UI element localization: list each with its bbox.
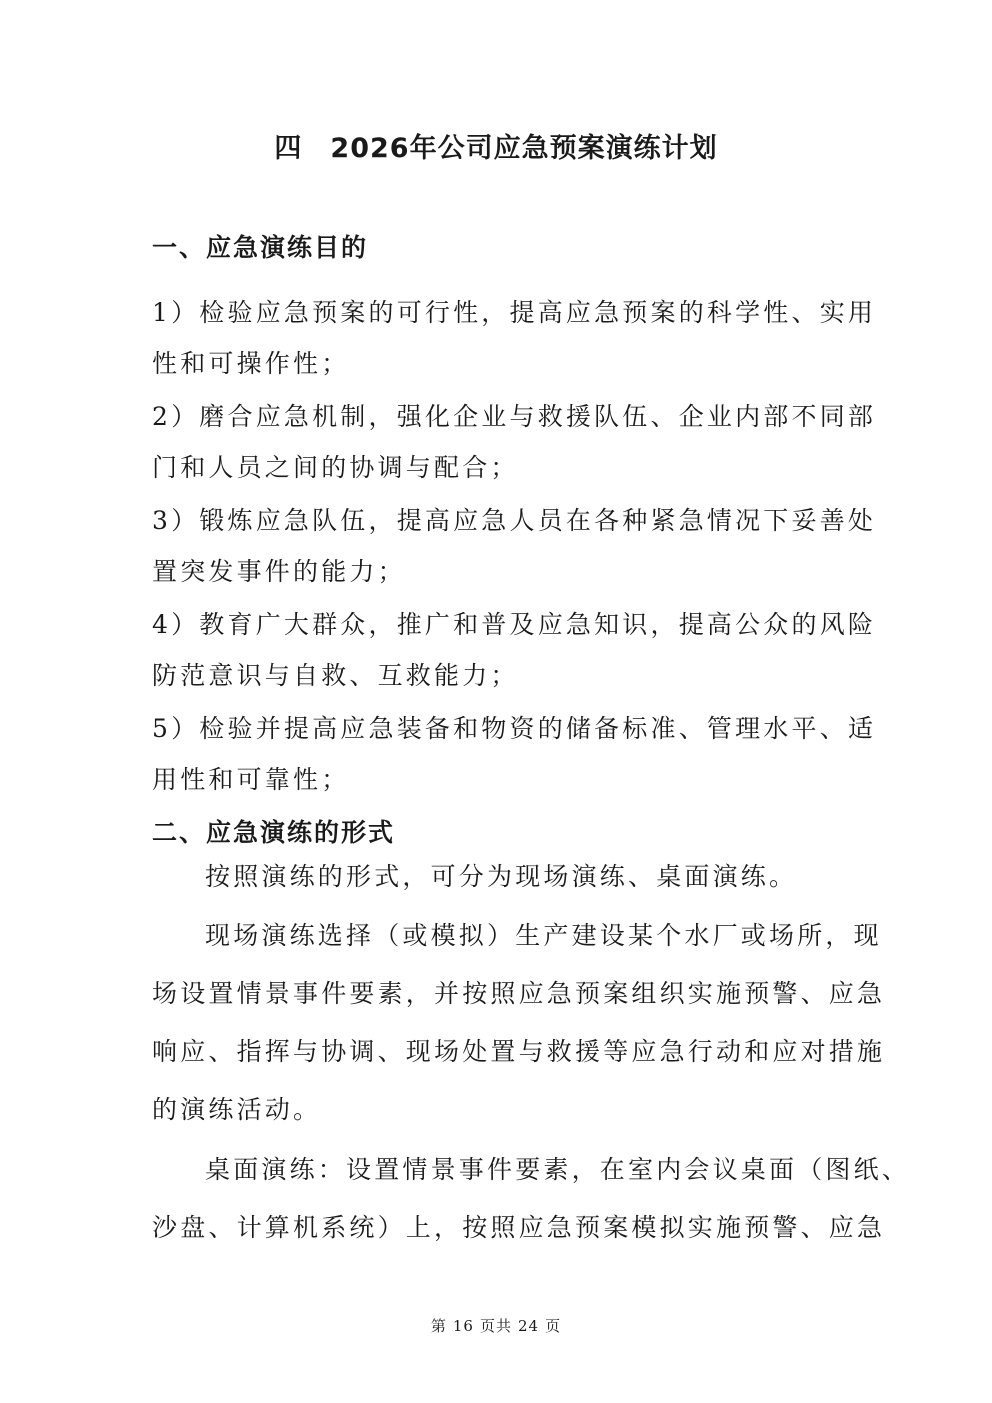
paragraph-line: 的演练活动。 [152, 1095, 322, 1124]
list-item-line: 2）磨合应急机制，强化企业与救援队伍、企业内部不同部 [152, 402, 877, 431]
footer-page-number: 16 [452, 1317, 474, 1335]
list-item-line: 门和人员之间的协调与配合； [152, 453, 519, 482]
paragraph-line: 沙盘、计算机系统）上，按照应急预案模拟实施预警、应急 [152, 1213, 886, 1242]
paragraph-line: 现场演练选择（或模拟）生产建设某个水厂或场所，现 [205, 921, 882, 950]
list-item-line: 置突发事件的能力； [152, 557, 406, 586]
list-item-line: 用性和可靠性； [152, 765, 350, 794]
list-item-line: 5）检验并提高应急装备和物资的储备标准、管理水平、适 [152, 714, 877, 743]
list-item-line: 1）检验应急预案的可行性，提高应急预案的科学性、实用 [152, 298, 877, 327]
footer-prefix: 第 [430, 1317, 447, 1335]
list-item-line: 防范意识与自救、互救能力； [152, 661, 519, 690]
list-item-line: 4）教育广大群众，推广和普及应急知识，提高公众的风险 [152, 610, 877, 639]
footer-middle: 页共 [479, 1317, 512, 1335]
paragraph-line: 响应、指挥与协调、现场处置与救援等应急行动和应对措施 [152, 1037, 886, 1066]
footer-suffix: 页 [545, 1317, 562, 1335]
section-heading-purpose: 一、应急演练目的 [152, 233, 369, 262]
list-item-line: 性和可操作性； [152, 349, 350, 378]
paragraph-line: 场设置情景事件要素，并按照应急预案组织实施预警、应急 [152, 979, 886, 1008]
page-title: 四 2026年公司应急预案演练计划 [274, 133, 718, 164]
footer-total-pages: 24 [518, 1317, 540, 1335]
page-number-footer [0, 1315, 992, 1336]
paragraph-line: 按照演练的形式，可分为现场演练、桌面演练。 [205, 862, 798, 891]
paragraph-line: 桌面演练：设置情景事件要素，在室内会议桌面（图纸、 [205, 1155, 911, 1184]
section-heading-form: 二、应急演练的形式 [152, 818, 396, 847]
list-item-line: 3）锻炼应急队伍，提高应急人员在各种紧急情况下妥善处 [152, 506, 877, 535]
